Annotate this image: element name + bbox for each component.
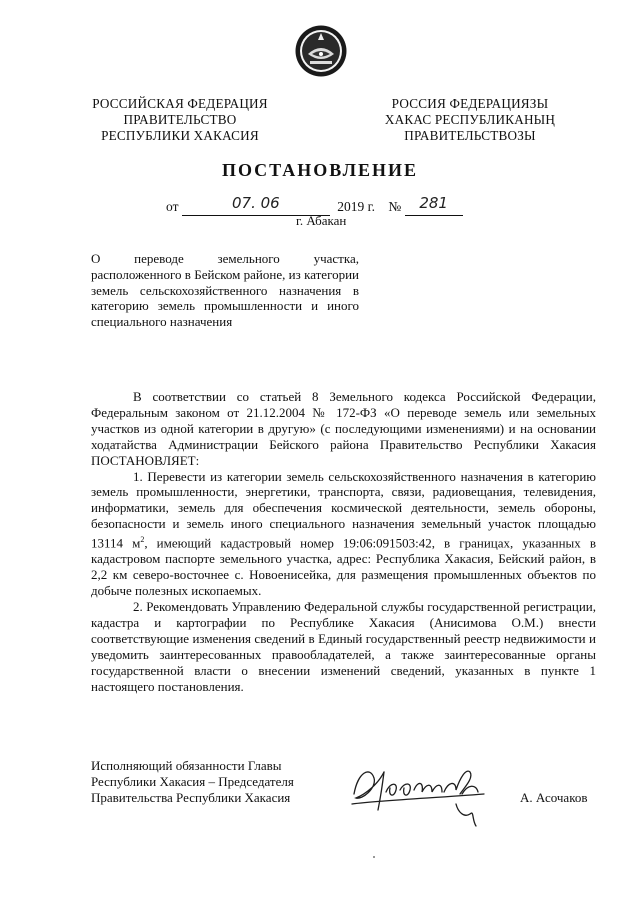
document-year: 2019 г. (337, 199, 375, 214)
date-handwritten: 07. 06 (232, 194, 280, 212)
header-right-line-2: ХАКАС РЕСПУБЛИКАНЫҢ (384, 112, 556, 127)
header-left (80, 96, 280, 144)
document-city: г. Абакан (296, 213, 347, 228)
signatory-name: А. Асочаков (520, 790, 588, 805)
header-left-line-3: РЕСПУБЛИКИ ХАКАСИЯ (101, 128, 259, 143)
item-1-text-start: 1. Перевести из категории земель сельскохозяйственного назначения в категорию земель промышленности, энергетики, транспорта, связи, радиовещания, телевидения, информатики, земель для обеспечения космической деятельности, земель обороны, безопасности и земель иного специального назначения земельный участок площадью 13114 м (91, 468, 596, 551)
number-prefix: № (388, 199, 402, 214)
header-left-line-1: РОССИЙСКАЯ ФЕДЕРАЦИЯ (92, 96, 268, 111)
document-title: ПОСТАНОВЛЕНИЕ (221, 160, 419, 180)
document-subject (91, 251, 359, 330)
document-body (91, 389, 596, 695)
signatory-position-line-1: Исполняющий обязанности Главы (91, 758, 282, 773)
signatory-position (91, 758, 294, 805)
signatory-position-line-3: Правительства Республики Хакасия (91, 789, 291, 805)
header-left-line-2: ПРАВИТЕЛЬСТВО (123, 112, 237, 127)
body-paragraph-item-1 (91, 469, 596, 600)
body-paragraph-item-2: 2. Рекомендовать Управлению Федеральной службы государственной регистрации, кадастра и картографии по Республике Хакасия (Анисимова О.М.) внести соответствующие изменения сведений в Единый государственный реестр недвижимости и уведомить заинтересованных правообладателей, а также заинтересованные органы государственной власти о внесении изменений сведений, указанных в пункте 1 настоящего постановления. (91, 599, 596, 694)
coat-of-arms-emblem (294, 24, 348, 78)
subject-text: О переводе земельного участка, расположенного в Бейском районе, из категории земель сельскохозяйственного назначения в категорию земель промышленности и иного специального назначения (91, 251, 359, 330)
header-right (360, 96, 580, 144)
item-1-text-end: , имеющий кадастровый номер 19:06:091503:42, в границах, указанных в кадастровом паспорте земельного участка, адрес: Республика Хакасия, Бейский район, в 2,2 км северо-восточнее с. Новоенисейка, для размещения промышленных объектов по добыче полезных ископаемых. (91, 535, 596, 599)
page-speck (373, 856, 375, 858)
header-right-line-3: ПРАВИТЕЛЬСТВОЗЫ (404, 128, 536, 143)
header-right-line-1: РОССИЯ ФЕДЕРАЦИЯЗЫ (391, 96, 549, 111)
signatory-position-line-2: Республики Хакасия – Председателя (91, 773, 294, 789)
number-field (405, 194, 463, 216)
date-prefix: от (166, 199, 179, 214)
number-handwritten: 281 (419, 194, 448, 212)
handwritten-signature (344, 754, 504, 834)
item-1-superscript: 2 (140, 535, 145, 545)
body-paragraph-preamble: В соответствии со статьей 8 Земельного кодекса Российской Федерации, Федеральным законом от 21.12.2004 № 172-ФЗ «О переводе земель или земельных участков из одной категории в другую» (с последующими изменениями) и на основании ходатайства Администрации Бейского района Правительство Республики Хакасия ПОСТАНОВЛЯЕТ: (91, 389, 596, 468)
